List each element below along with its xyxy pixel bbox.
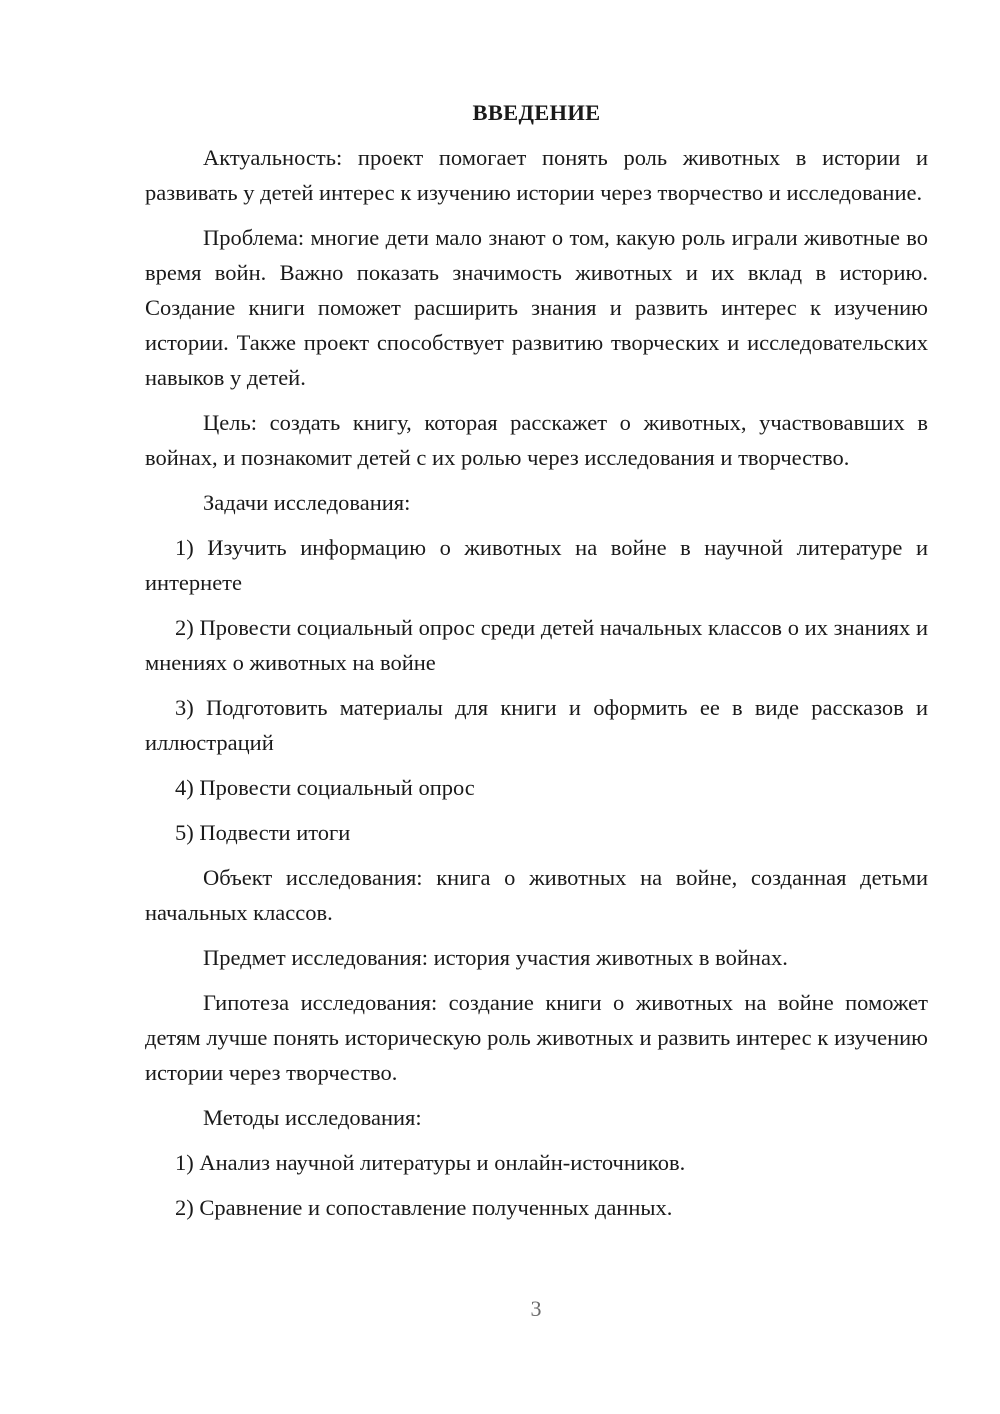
goal-paragraph: Цель: создать книгу, которая расскажет о животных, участвовавших в войнах, и познакомит детей с их ролью через исследования и творчество. bbox=[145, 410, 928, 470]
tasks-list bbox=[145, 530, 928, 850]
problem-paragraph: Проблема: многие дети мало знают о том, какую роль играли животные во время войн. Важно показать значимость животных и их вклад в историю. Создание книги поможет расширить знания и развить интерес к изучению истории. Также проект способствует развитию творческих и исследовательских навыков у детей. bbox=[145, 225, 928, 390]
method-item: 2) Сравнение и сопоставление полученных данных. bbox=[175, 1195, 673, 1220]
document-body bbox=[145, 95, 928, 1235]
subject-paragraph: Предмет исследования: история участия животных в войнах. bbox=[203, 945, 788, 970]
task-item: 5) Подвести итоги bbox=[175, 820, 351, 845]
methods-list bbox=[145, 1145, 928, 1225]
task-item: 4) Провести социальный опрос bbox=[175, 775, 475, 800]
page-number: 3 bbox=[530, 1296, 542, 1321]
hypothesis-paragraph: Гипотеза исследования: создание книги о животных на войне поможет детям лучше понять историческую роль животных и развить интерес к изучению истории через творчество. bbox=[145, 990, 928, 1085]
object-paragraph: Объект исследования: книга о животных на войне, созданная детьми начальных классов. bbox=[145, 865, 928, 925]
methods-heading: Методы исследования: bbox=[203, 1105, 422, 1130]
relevance-paragraph: Актуальность: проект помогает понять роль животных в истории и развивать у детей интерес к изучению истории через творчество и исследование. bbox=[145, 145, 928, 205]
task-item: 2) Провести социальный опрос среди детей начальных классов о их знаниях и мнениях о животных на войне bbox=[145, 615, 928, 675]
task-item: 1) Изучить информацию о животных на войне в научной литературе и интернете bbox=[145, 535, 928, 595]
section-title: ВВЕДЕНИЕ bbox=[472, 100, 601, 125]
task-item: 3) Подготовить материалы для книги и оформить ее в виде рассказов и иллюстраций bbox=[145, 695, 928, 755]
tasks-heading: Задачи исследования: bbox=[203, 490, 411, 515]
method-item: 1) Анализ научной литературы и онлайн-источников. bbox=[175, 1150, 686, 1175]
